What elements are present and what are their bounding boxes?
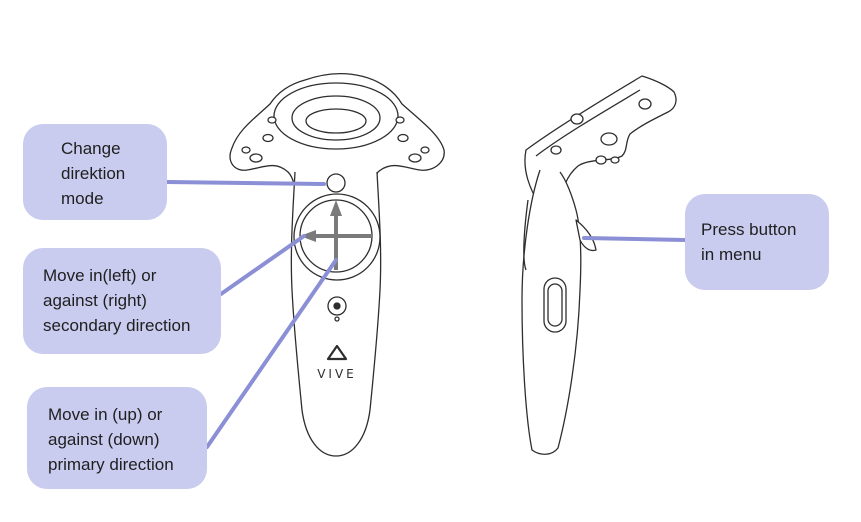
connector-lines: [167, 182, 685, 447]
callout-menu-button: [685, 194, 829, 290]
callout-direction-mode: [23, 124, 167, 220]
callout-direction-mode-line-2: direktion: [61, 164, 126, 183]
callout-secondary-line-2: against (right): [43, 291, 147, 310]
callout-direction-mode-line-3: mode: [61, 189, 104, 208]
callout-primary-line-1: Move in (up) or: [48, 405, 163, 424]
callout-direction-mode-line-1: Change: [61, 139, 121, 158]
connector-menu: [584, 238, 685, 240]
controller-side-view: [522, 76, 676, 454]
callout-secondary-line-1: Move in(left) or: [43, 266, 157, 285]
vive-brand-text: VIVE: [317, 367, 357, 381]
callout-secondary-direction: [23, 248, 221, 354]
connector-direction-mode: [167, 182, 324, 184]
callout-primary-line-2: against (down): [48, 430, 160, 449]
callout-secondary-line-3: secondary direction: [43, 316, 191, 335]
callout-menu-line-2: in menu: [701, 245, 762, 264]
callout-menu-line-1: Press button: [701, 220, 797, 239]
callout-primary-direction: [27, 387, 207, 489]
callout-primary-line-3: primary direction: [48, 455, 174, 474]
